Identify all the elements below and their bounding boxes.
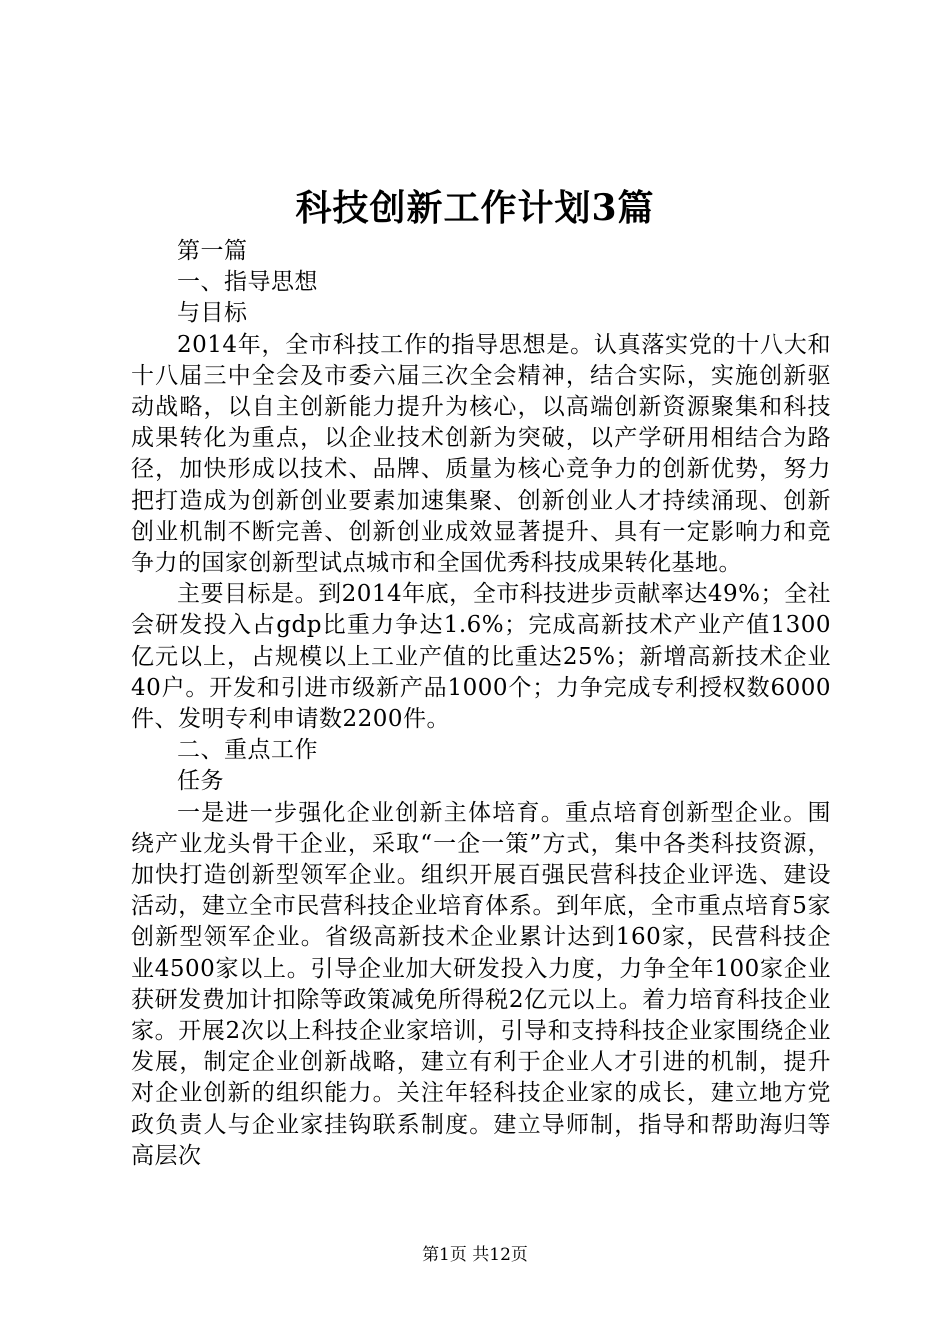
body-paragraph: 主要目标是。到2014年底，全市科技进步贡献率达49%；全社会研发投入占gdp比重力争达1.6%；完成高新技术产业产值1300亿元以上，占规模以上工业产值的比重达25%；新增高新技术企业40户。开发和引进市级新产品1000个；力争完成专利授权数6000件、发明专利申请数2200件。	[131, 581, 831, 733]
body-paragraph: 2014年，全市科技工作的指导思想是。认真落实党的十八大和十八届三中全会及市委六届三次全会精神，结合实际，实施创新驱动战略，以自主创新能力提升为核心，以高端创新资源聚集和科技成果转化为重点，以企业技术创新为突破，以产学研用相结合为路径，加快形成以技术、品牌、质量为核心竞争力的创新优势，努力把打造成为创新创业要素加速集聚、创新创业人才持续涌现、创新创业机制不断完善、创新创业成效显著提升、具有一定影响力和竞争力的国家创新型试点城市和全国优秀科技成果转化基地。	[131, 331, 831, 577]
page-footer: 第1页 共12页	[422, 1245, 528, 1265]
section-heading: 任务	[177, 768, 224, 795]
document-body	[131, 236, 831, 1172]
body-paragraph: 一是进一步强化企业创新主体培育。重点培育创新型企业。围绕产业龙头骨干企业，采取“一企一策”方式，集中各类科技资源，加快打造创新型领军企业。组织开展百强民营科技企业评选、建设活动，建立全市民营科技企业培育体系。到年底，全市重点培育5家创新型领军企业。省级高新技术企业累计达到160家，民营科技企业4500家以上。引导企业加大研发投入力度，力争全年100家企业获研发费加计扣除等政策减免所得税2亿元以上。着力培育科技企业家。开展2次以上科技企业家培训，引导和支持科技企业家围绕企业发展，制定企业创新战略，建立有利于企业人才引进的机制，提升对企业创新的组织能力。关注年轻科技企业家的成长，建立地方党政负责人与企业家挂钩联系制度。建立导师制，指导和帮助海归等高层次	[131, 799, 831, 1169]
section-heading: 第一篇	[177, 238, 248, 264]
section-heading: 二、重点工作	[177, 737, 318, 764]
document-title: 科技创新工作计划3篇	[295, 187, 655, 229]
section-heading: 一、指导思想	[177, 269, 318, 296]
section-heading: 与目标	[177, 300, 248, 327]
